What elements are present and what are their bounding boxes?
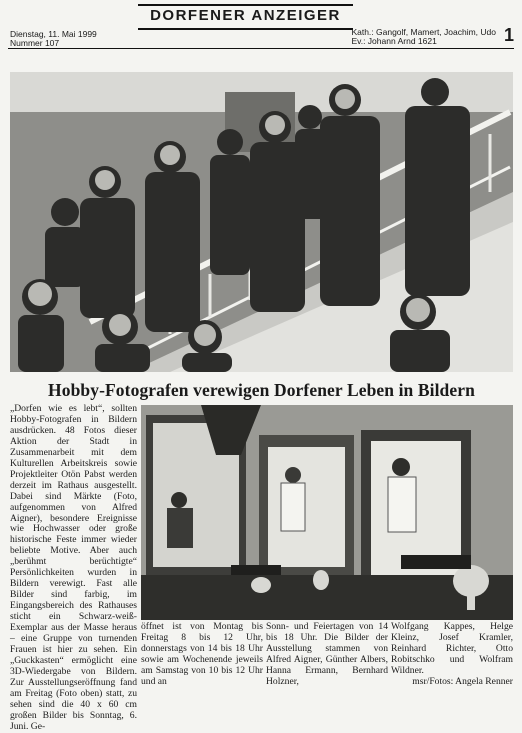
article-column-4 <box>391 622 513 688</box>
issue-number: Nummer 107 <box>10 38 60 48</box>
exhibition-mirror-photo <box>141 405 513 620</box>
article-column-4-text: Wolfgang Kappes, Helge Kleinz, Josef Kramler, Reinhard Richter, Otto Robitschko und Wolfram Wildner. <box>391 621 513 676</box>
article-column-1: „Dorfen wie es lebt“, sollten Hobby-Fotografen in Bildern ausdrücken. 48 Fotos dieser Aktion der Stadt in Zusammenarbeit mit dem Kulturellen Arbeitskreis sowie Projektleiter Otön Pabst werden derzeit im Rathaus ausgestellt. Dabei sind Märkte (Foto, aufgenommen von Alfred Aigner), besondere Ereignisse wie Hochwasser oder große historische Feste immer wieder beliebte Motive. Aber auch „berühmt berüchtigte“ Persönlichkeiten wurden in Bildern verewigt. Fast alle Bilder sind farbig, im Eingangsbereich des Rathauses sticht ein Schwarz-weiß-Exemplar aus der Masse heraus – eine Gruppe von turnenden Frauen ist hier zu sehen. Ein „Guckkasten“ ermöglicht eine 3D-Wiedergabe von Bildern. Zur Ausstellungseröffnung fand am Freitag (Foto oben) statt, zu sehen sind die 40 x 60 cm großen Bilder bis Sonntag, 6. Juni. Ge- <box>10 403 137 732</box>
exhibition-mirror-illustration <box>141 405 513 620</box>
name-days-catholic: Kath.: Gangolf, Mamert, Joachim, Udo <box>351 27 496 37</box>
masthead <box>8 2 514 49</box>
name-days <box>351 28 496 46</box>
staircase-crowd-photo <box>10 72 513 372</box>
name-days-protestant: Ev.: Johann Arnd 1621 <box>351 36 437 46</box>
staircase-crowd-illustration <box>10 72 513 372</box>
article-column-2: öffnet ist von Montag bis Freitag 8 bis 12 Uhr, donnerstags von 14 bis 18 Uhr sowie am Wochenende jeweils am Samstag von 10 bis 12 Uhr und an <box>141 621 263 687</box>
newspaper-title: DORFENER ANZEIGER <box>138 4 353 30</box>
page-number: 1 <box>503 25 514 45</box>
photo-credit: msr/Fotos: Angela Renner <box>412 675 513 687</box>
issue-date: Dienstag, 11. Mai 1999 <box>10 29 97 39</box>
article-headline: Hobby-Fotografen verewigen Dorfener Leben in Bildern <box>48 380 475 400</box>
article-column-3: Sonn- und Feiertagen von 14 bis 18 Uhr. Die Bilder der Ausstellung stammen von Alfred Aigner, Günther Albers, Hanna Ermann, Bernhard Holzner, <box>266 621 388 687</box>
